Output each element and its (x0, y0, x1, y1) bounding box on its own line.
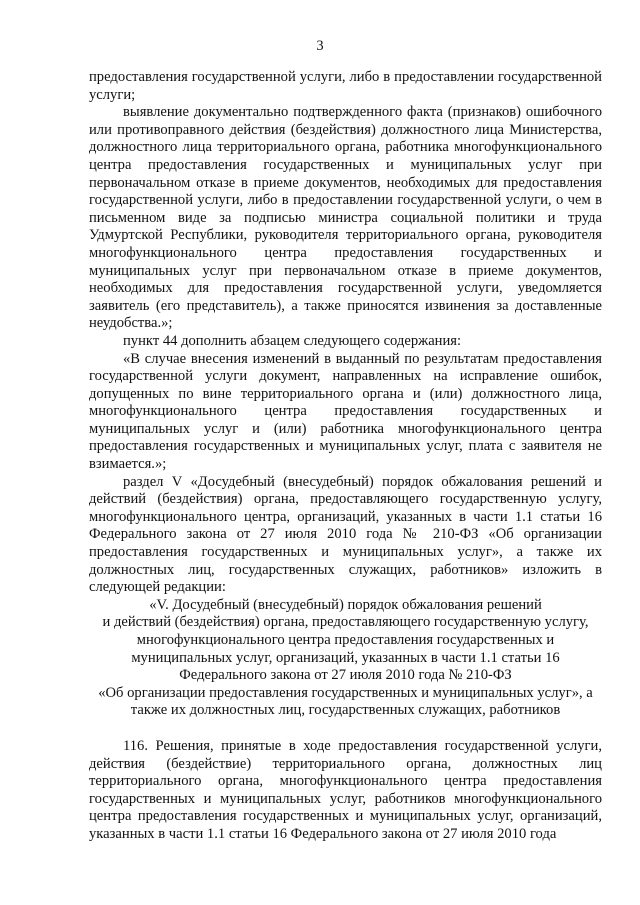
heading-line: также их должностных лиц, государственных служащих, работников (130, 702, 561, 719)
paragraph: раздел V «Досудебный (внесудебный) порядок обжалования решений и действий (бездействия) органа, предоставляющего государственную услугу, многофункционального центра, организаций, указанных в части 1.1 статьи 16 Федерального закона от 27 июля 2010 года № 210-ФЗ «Об организации предоставления государственных и муниципальных услуг», а также их должностных лиц, государственных служащих, работников» изложить в следующей редакции: (89, 473, 602, 596)
document-body (89, 69, 602, 844)
heading-line: и действий (бездействия) органа, предоставляющего государственную услугу, (102, 614, 589, 631)
heading-line: «V. Досудебный (внесудебный) порядок обжалования решений (149, 596, 542, 613)
paragraph: предоставления государственной услуги, либо в предоставлении государственной услуги; (89, 69, 602, 103)
paragraph: «В случае внесения изменений в выданный по результатам предоставления государственной услуги документ, направленных на исправление ошибок, допущенных по вине территориального органа и (или) должностного лица, многофункционального центра предоставления государственных и муниципальных услуг и (или) работника многофункционального центра предоставления государственных и муниципальных услуг, плата с заявителя не взимается.»; (89, 350, 602, 473)
heading-line: многофункционального центра предоставления государственных и (136, 632, 555, 648)
heading-line: «Об организации предоставления государственных и муниципальных услуг», а (98, 684, 593, 701)
heading-line: Федерального закона от 27 июля 2010 года № 210-ФЗ (179, 667, 512, 684)
heading-line: муниципальных услуг, организаций, указанных в части 1.1 статьи 16 (131, 649, 560, 666)
paragraph: пункт 44 дополнить абзацем следующего содержания: (123, 332, 462, 349)
paragraph: 116. Решения, принятые в ходе предоставления государственной услуги, действия (бездействие) территориального органа, должностных лиц территориального органа, многофункционального центра предоставления государственных и муниципальных услуг, работников многофункционального центра предоставления государственных и муниципальных услуг, организаций, указанных в части 1.1 статьи 16 Федерального закона от 27 июля 2010 года (89, 737, 602, 842)
page-number: 3 (316, 38, 324, 54)
spacer (89, 720, 602, 738)
paragraph: выявление документально подтвержденного факта (признаков) ошибочного или противоправного действия (бездействия) должностного лица Министерства, должностного лица территориального органа, работника многофункционального центра предоставления государственных и муниципальных услуг при первоначальном отказе в приеме документов, необходимых для предоставления государственной услуги, либо в предоставлении государственной услуги, о чем в письменном виде за подписью министра социальной политики и труда Удмуртской Республики, руководителя территориального органа, руководителя многофункционального центра предоставления государственных и муниципальных услуг при первоначальном отказе в приеме документов, необходимых для предоставления государственной услуги, уведомляется заявитель (его представитель), а также приносятся извинения за доставленные неудобства.»; (89, 104, 602, 332)
section-heading (89, 597, 602, 720)
